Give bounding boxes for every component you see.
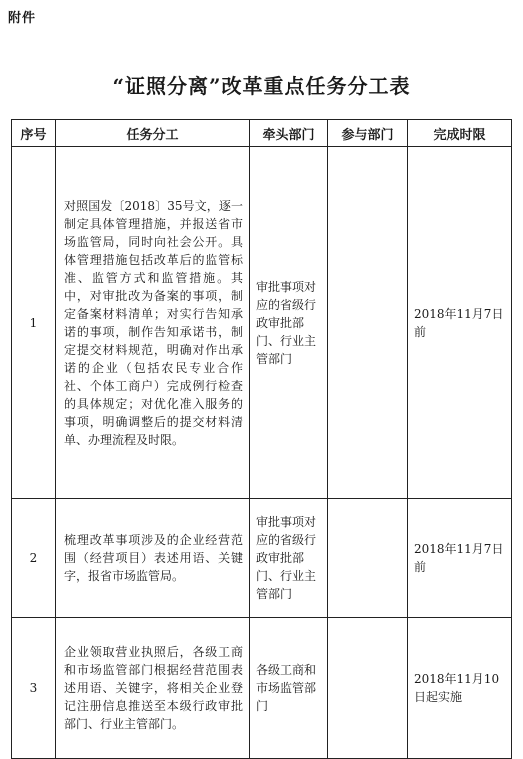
column-header-participate: 参与部门 (328, 120, 408, 147)
task-description: 企业领取营业执照后，各级工商和市场监管部门根据经营范围表述用语、关键字，将相关企业登记注册信息推送至本级行政审批部门、行业主管部门。 (56, 618, 250, 759)
deadline: 2018年11月10日起实施 (408, 618, 512, 759)
participating-department (328, 499, 408, 618)
table-row (12, 499, 512, 618)
row-number: 3 (12, 618, 56, 759)
participating-department (328, 147, 408, 499)
attachment-label: 附件 (8, 11, 37, 26)
deadline: 2018年11月7日前 (408, 499, 512, 618)
participating-department (328, 618, 408, 759)
table-row (12, 618, 512, 759)
column-header-deadline: 完成时限 (408, 120, 512, 147)
column-header-lead: 牵头部门 (250, 120, 328, 147)
table-header-row (12, 120, 512, 147)
lead-department: 审批事项对应的省级行政审批部门、行业主管部门 (250, 147, 328, 499)
column-header-no: 序号 (12, 120, 56, 147)
task-description: 梳理改革事项涉及的企业经营范围（经营项目）表述用语、关键字，报省市场监管局。 (56, 499, 250, 618)
row-number: 2 (12, 499, 56, 618)
row-number: 1 (12, 147, 56, 499)
lead-department: 审批事项对应的省级行政审批部门、行业主管部门 (250, 499, 328, 618)
document-title: “证照分离”改革重点任务分工表 (112, 74, 411, 98)
task-description: 对照国发〔2018〕35号文，逐一制定具体管理措施，并报送省市场监管局，同时向社会公开。具体管理措施包括改革后的监管标准、监管方式和监管措施。其中，对审批改为备案的事项，制定备案材料清单；对实行告知承诺的事项，制作告知承诺书，制定提交材料规范，明确对作出承诺的企业（包括农民专业合作社、个体工商户）完成例行检查的具体规定；对优化准入服务的事项，明确调整后的提交材料清单、办理流程及时限。 (56, 147, 250, 499)
deadline: 2018年11月7日前 (408, 147, 512, 499)
column-header-task: 任务分工 (56, 120, 250, 147)
task-table (11, 119, 512, 759)
table-row (12, 147, 512, 499)
lead-department: 各级工商和市场监管部门 (250, 618, 328, 759)
